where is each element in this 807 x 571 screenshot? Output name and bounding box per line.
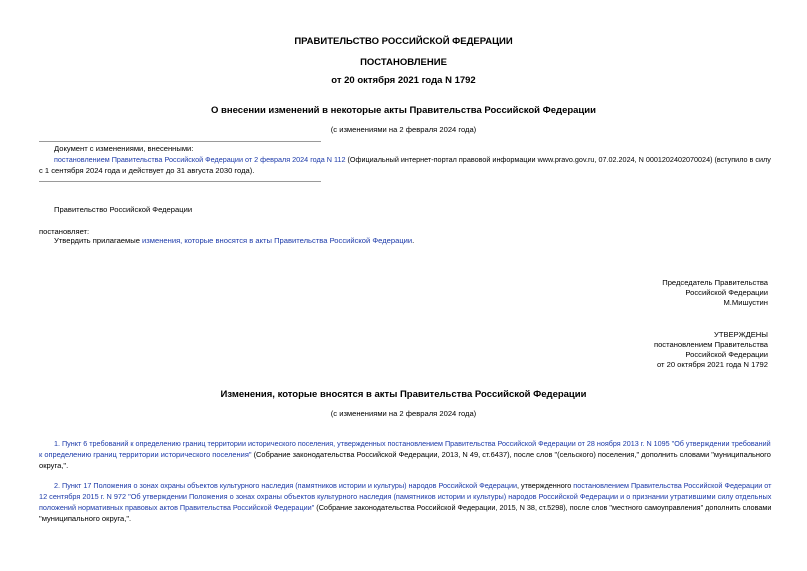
item2-link-c[interactable]: положений нормативных правовых актов Правительства Российской Федерации"	[39, 503, 315, 512]
signature-position-2: Российской Федерации	[685, 288, 768, 297]
item1-link-b[interactable]: к определению границ территории исторического поселения"	[39, 450, 252, 459]
signature-position-1: Председатель Правительства	[662, 278, 768, 287]
item2-line-3	[39, 503, 771, 514]
item2-line-1	[54, 481, 771, 492]
item2-link-a[interactable]: 2. Пункт 17 Положения о зонах охраны объектов культурного наследия (памятников истории и культуры) народов Российской Федерации	[54, 481, 518, 490]
issuing-authority: Правительство Российской Федерации	[54, 205, 193, 214]
amendment-link[interactable]: постановлением Правительства Российской Федерации от 2 февраля 2024 года N 112	[54, 155, 346, 164]
changes-line-2: с 1 сентября 2024 года и действует до 31 августа 2030 года).	[39, 166, 255, 175]
resolves-word: постановляет:	[39, 227, 90, 236]
changes-source-text: (Официальный интернет-портал правовой информации www.pravo.gov.ru, 07.02.2024, N 0001202402070024) (вступило в силу	[345, 155, 771, 164]
item2-text-a: , утвержденного	[517, 481, 574, 490]
changes-intro: Документ с изменениями, внесенными:	[54, 144, 194, 153]
changes-revision-note: (с изменениями на 2 февраля 2024 года)	[330, 409, 477, 418]
item2-line-2	[39, 492, 771, 503]
item1-text-b: (Собрание законодательства Российской Федерации, 2013, N 49, ст.6437), после слов "(сельского) поселения," дополнить словами "муниципального	[251, 450, 771, 459]
item2-text-c: (Собрание законодательства Российской Федерации, 2015, N 38, ст.5298), после слов "местного самоуправления" дополнить словами	[314, 503, 772, 512]
approved-changes-link[interactable]: изменения, которые вносятся в акты Правительства Российской Федерации	[142, 236, 413, 245]
signature-name: М.Мишустин	[723, 298, 768, 307]
item2-link-b[interactable]: 12 сентября 2015 г. N 972 "Об утверждении Положения о зонах охраны объектов культурного наследия (памятников истории и культуры) народов Российской Федерации и о признании утратившими силу отдельных	[39, 492, 772, 501]
changes-title: Изменения, которые вносятся в акты Правительства Российской Федерации	[220, 389, 587, 400]
approved-line-2: постановлением Правительства	[653, 340, 768, 349]
item1-line-2	[39, 450, 771, 461]
divider-top	[39, 141, 321, 142]
item1-line-3: округа,".	[39, 461, 69, 470]
divider-bottom	[39, 181, 321, 182]
government-name: ПРАВИТЕЛЬСТВО РОССИЙСКОЙ ФЕДЕРАЦИИ	[294, 36, 513, 47]
item1-line-1	[54, 439, 771, 450]
approve-clause	[54, 236, 414, 247]
approved-line-3: Российской Федерации	[685, 350, 768, 359]
changes-line-1	[54, 155, 771, 166]
revision-note: (с изменениями на 2 февраля 2024 года)	[330, 125, 477, 134]
approved-line-4: от 20 октября 2021 года N 1792	[656, 360, 768, 369]
document-type: ПОСТАНОВЛЕНИЕ	[360, 57, 447, 68]
item1-link-a[interactable]: 1. Пункт 6 требований к определению границ территории исторического поселения, утвержденных постановлением Правительства Российской Федерации от 28 ноября 2013 г. N 1095 "Об утверждении требований	[54, 439, 771, 448]
document-title: О внесении изменений в некоторые акты Правительства Российской Федерации	[211, 105, 596, 116]
approve-prefix: Утвердить прилагаемые	[54, 236, 143, 245]
item2-link-a2[interactable]: постановлением Правительства Российской Федерации от	[573, 481, 772, 490]
approve-suffix: .	[412, 236, 415, 245]
item2-line-4: "муниципального округа,".	[39, 514, 132, 523]
document-date-number: от 20 октября 2021 года N 1792	[331, 75, 476, 86]
approved-label: УТВЕРЖДЕНЫ	[714, 330, 768, 339]
